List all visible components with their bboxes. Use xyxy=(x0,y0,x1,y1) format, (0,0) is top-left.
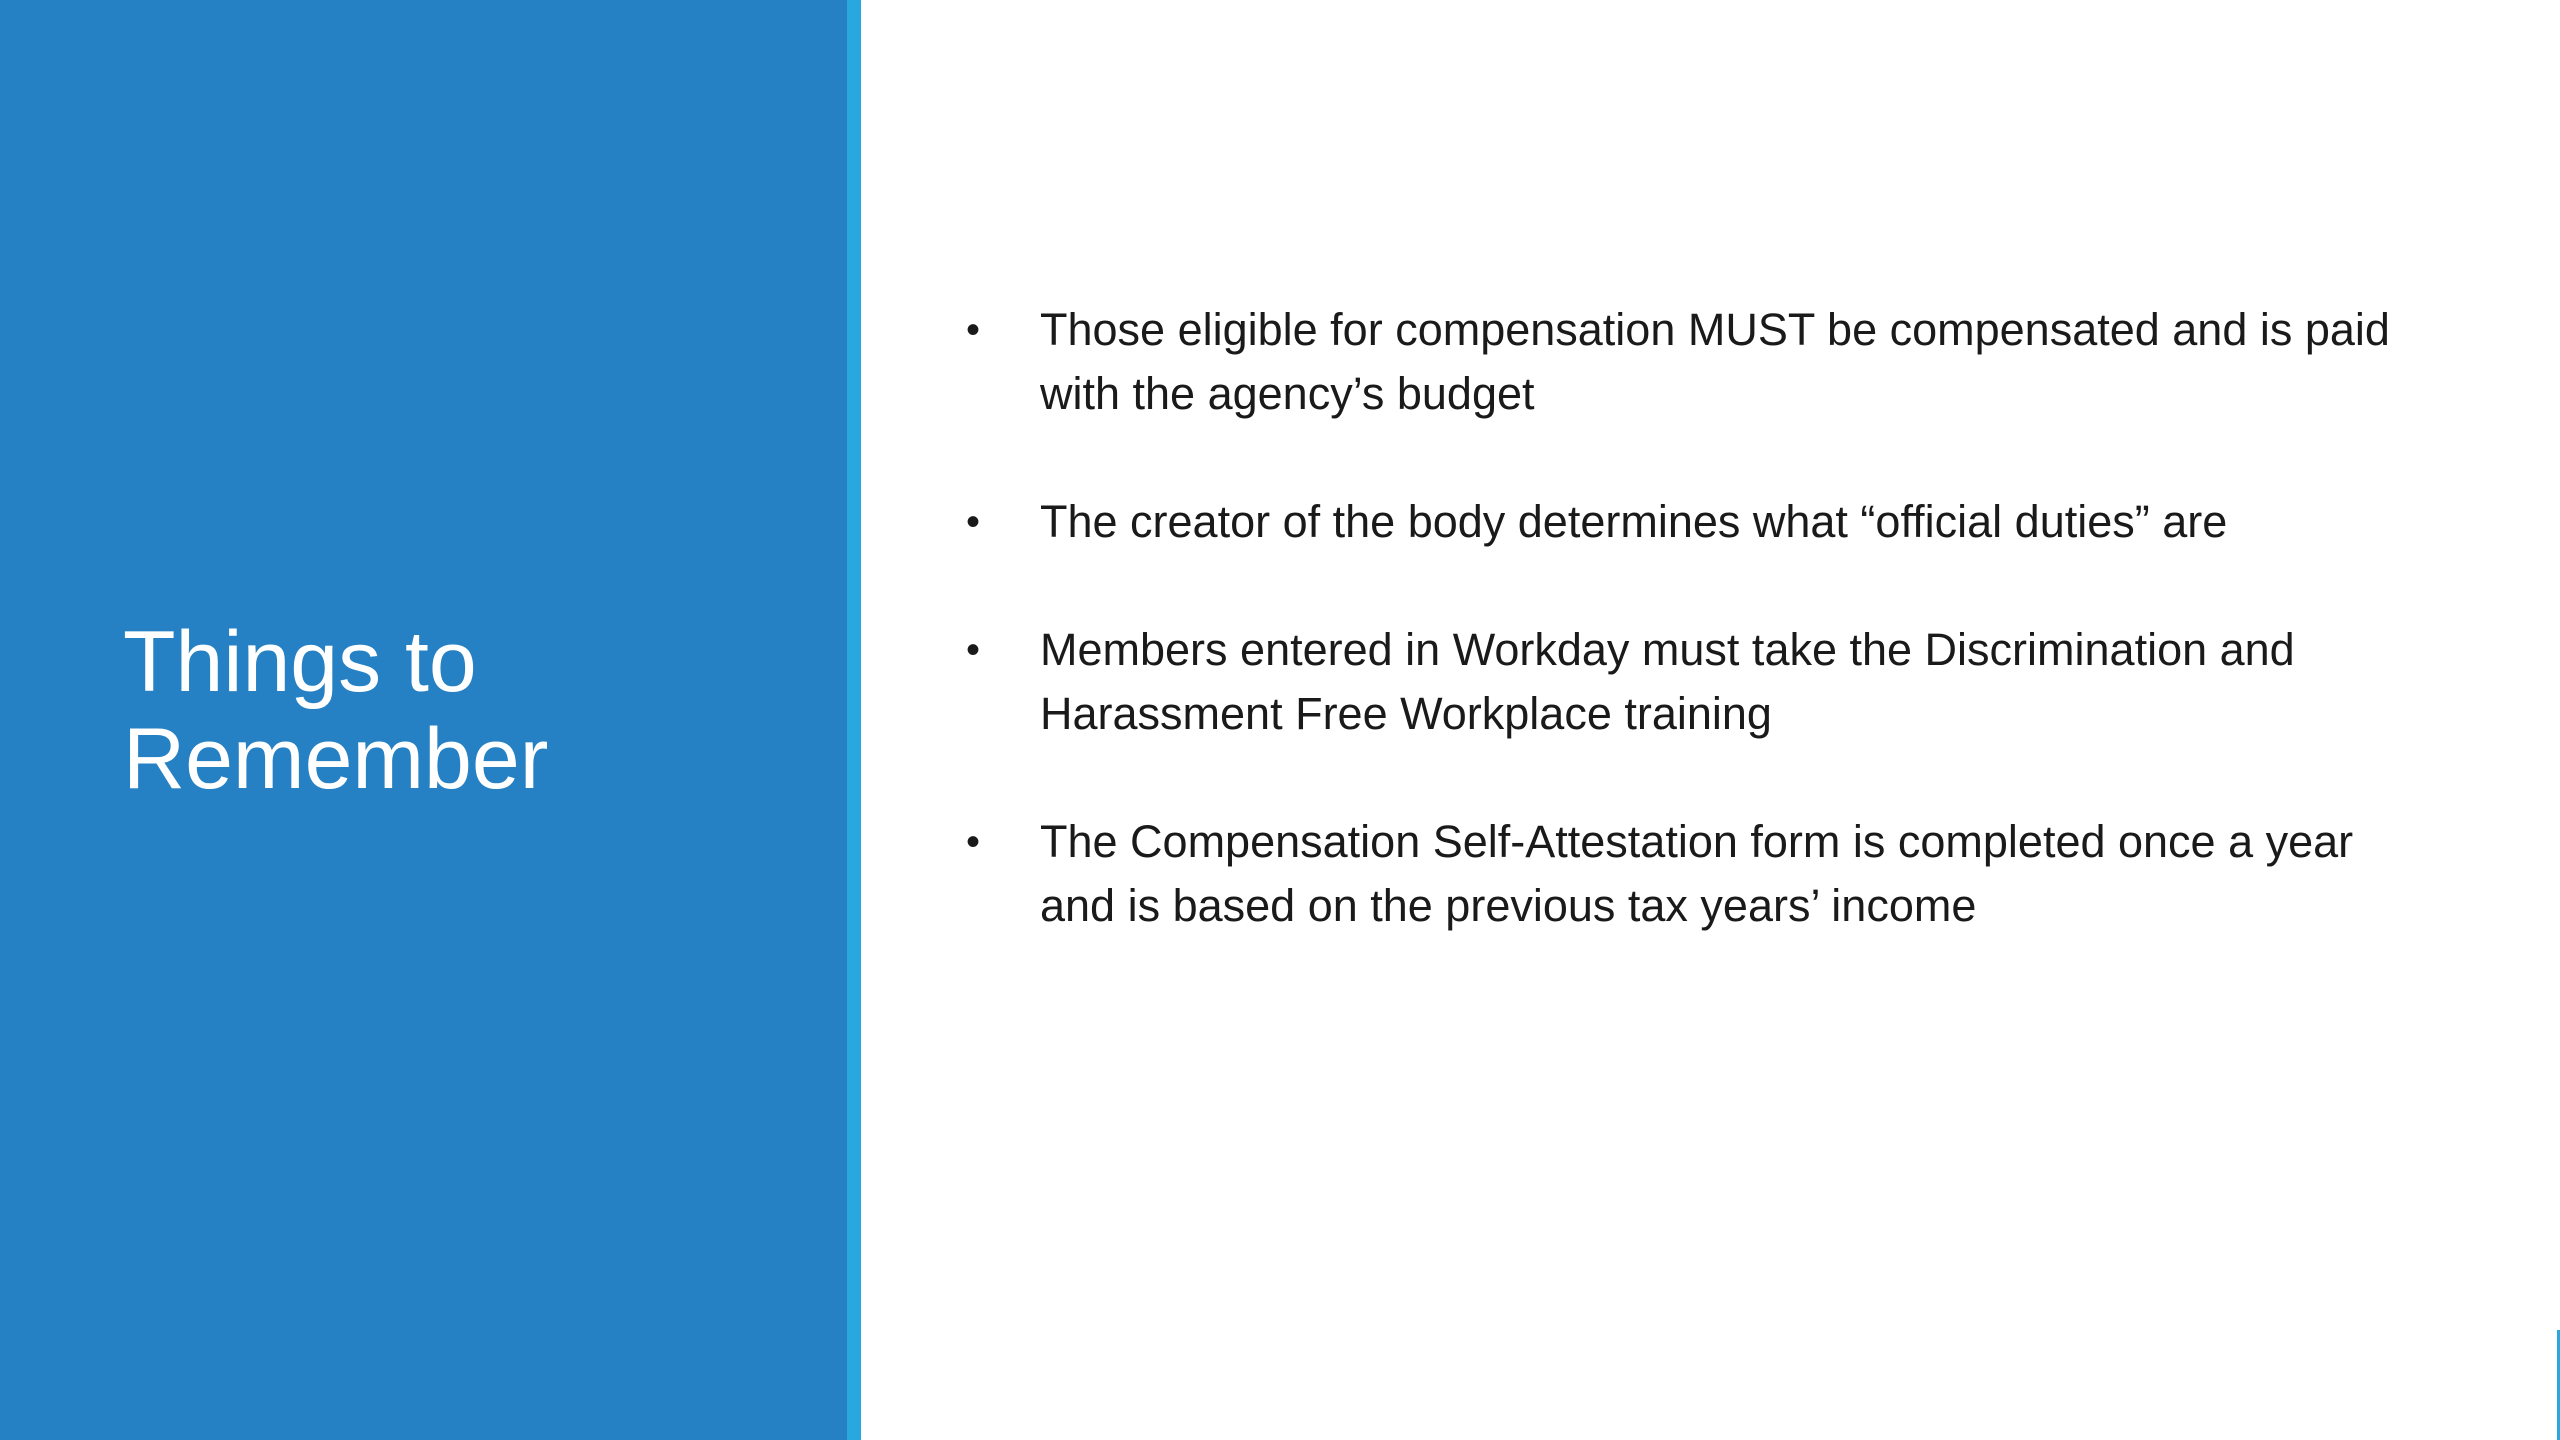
bullet-list xyxy=(960,298,2420,1002)
bullet-item-2 xyxy=(960,490,2420,554)
slide-title-line-1: Things to xyxy=(123,614,477,710)
title-panel xyxy=(0,0,847,1440)
bullet-item-3 xyxy=(960,618,2420,746)
bullet-text-1: Those eligible for compensation MUST be compensated and is paid with the agency’s budget xyxy=(1040,304,2390,419)
bullet-text-2: The creator of the body determines what “official duties” are xyxy=(1040,496,2228,547)
slide-title-line-2: Remember xyxy=(123,711,549,807)
slide-title xyxy=(123,614,803,808)
bullet-text-4: The Compensation Self-Attestation form is completed once a year and is based on the previous tax years’ income xyxy=(1040,816,2354,931)
bullet-dot-icon: • xyxy=(966,820,981,864)
bullet-text-3: Members entered in Workday must take the Discrimination and Harassment Free Workplace training xyxy=(1040,624,2295,739)
bullet-dot-icon: • xyxy=(966,308,981,352)
accent-stripe xyxy=(847,0,861,1440)
bullet-item-4 xyxy=(960,810,2420,938)
bullet-dot-icon: • xyxy=(966,500,981,544)
bullet-dot-icon: • xyxy=(966,628,981,672)
bullet-item-1 xyxy=(960,298,2420,426)
